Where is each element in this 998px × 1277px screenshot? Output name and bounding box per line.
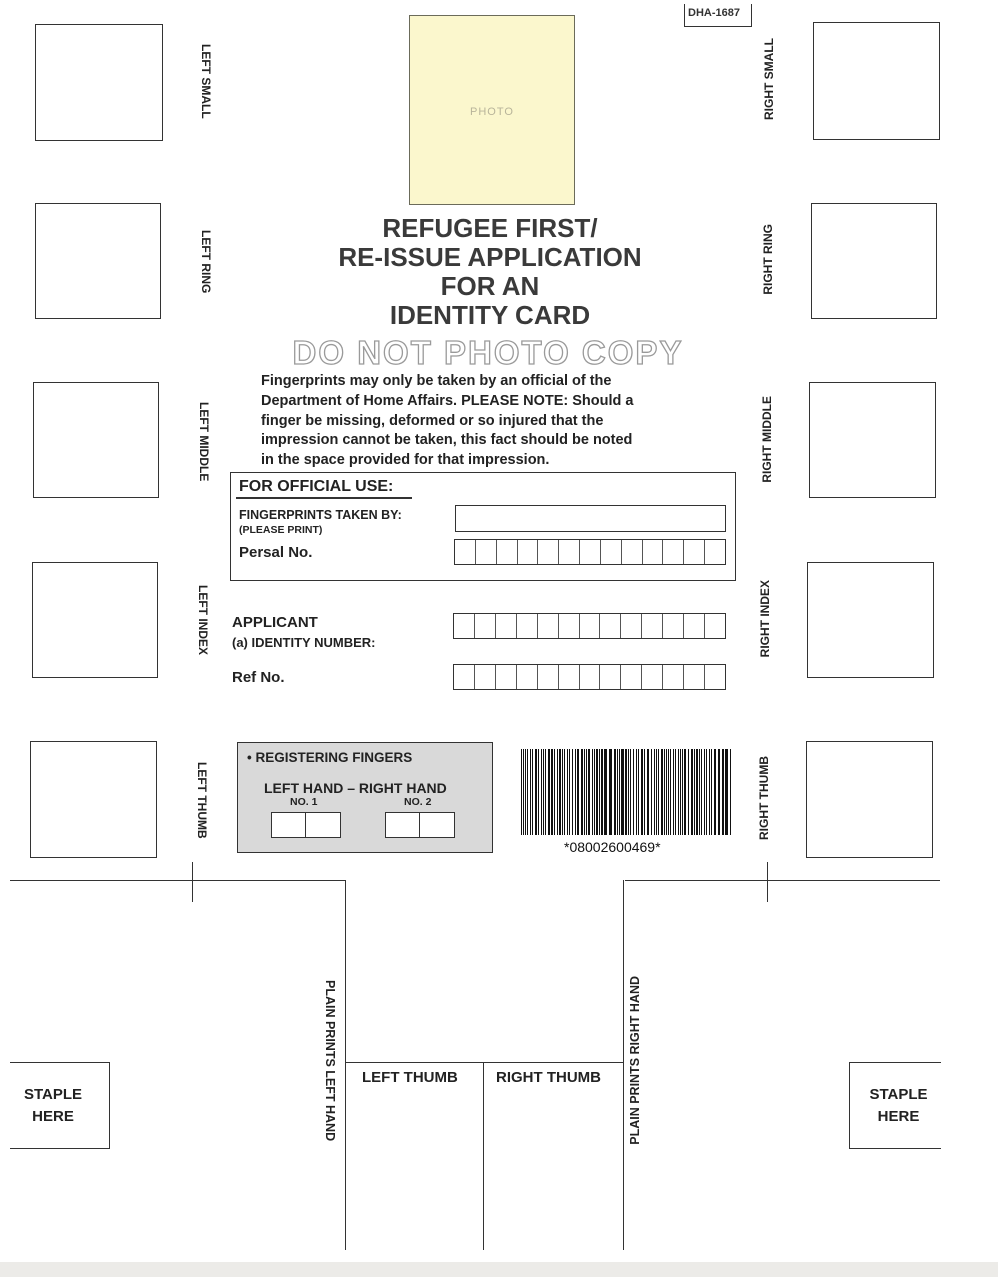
barcode-bar [521, 749, 522, 835]
barcode-bar [538, 749, 539, 835]
right-small-box[interactable] [813, 22, 940, 140]
barcode-bar [575, 749, 576, 835]
barcode-bar [523, 749, 524, 835]
left-thumb-box[interactable] [30, 741, 157, 858]
barcode-bar [666, 749, 667, 835]
barcode-bar [709, 749, 710, 835]
barcode-bar [722, 749, 724, 835]
barcode-bar [564, 749, 565, 835]
barcode-bar [658, 749, 659, 835]
barcode-bar [714, 749, 716, 835]
form-code: DHA-1687 [684, 4, 752, 27]
barcode-bar [617, 749, 618, 835]
right-ring-box[interactable] [811, 203, 937, 319]
notice-line: finger be missing, deformed or so injured that the [261, 412, 604, 429]
barcode-bar [718, 749, 720, 835]
barcode-bar [661, 749, 663, 835]
barcode-bar [694, 749, 695, 835]
barcode-bar [678, 749, 679, 835]
left-hand-register-field[interactable] [271, 812, 341, 838]
barcode-bar [588, 749, 590, 835]
title-line: RE-ISSUE APPLICATION [338, 242, 642, 272]
barcode-bar [628, 749, 629, 835]
barcode-bar [625, 749, 627, 835]
barcode-bar [630, 749, 631, 835]
barcode-bar [638, 749, 639, 835]
barcode-bar [704, 749, 705, 835]
left-middle-label: LEFT MIDDLE [197, 402, 211, 482]
barcode-bar [569, 749, 570, 835]
barcode-bar [621, 749, 624, 835]
staple-here-left: STAPLE HERE [10, 1062, 110, 1149]
barcode-bar [696, 749, 698, 835]
barcode-bar [656, 749, 657, 835]
plain-prints-right-hand-label: PLAIN PRINTS RIGHT HAND [628, 976, 642, 1145]
barcode-bar [684, 749, 686, 835]
right-index-label: RIGHT INDEX [758, 580, 772, 658]
title-line: REFUGEE FIRST/ [382, 213, 598, 243]
notice-line: in the space provided for that impression. [261, 452, 550, 469]
registering-heading: • REGISTERING FINGERS [247, 750, 413, 765]
barcode-bar [636, 749, 637, 835]
left-middle-box[interactable] [33, 382, 159, 498]
barcode-bar [641, 749, 643, 835]
barcode-bar [532, 749, 533, 835]
left-index-box[interactable] [32, 562, 158, 678]
barcode-bar [557, 749, 558, 835]
left-index-label: LEFT INDEX [196, 585, 210, 656]
barcode-bar [548, 749, 550, 835]
barcode-bar [609, 749, 612, 835]
plain-left-thumb-area[interactable] [346, 1088, 482, 1248]
hands-label: LEFT HAND – RIGHT HAND [264, 780, 447, 796]
left-ring-box[interactable] [35, 203, 161, 319]
barcode-bar [688, 749, 689, 835]
persal-number-field[interactable] [454, 539, 726, 565]
staple-here-right: STAPLE HERE [849, 1062, 941, 1149]
barcode-bar [619, 749, 620, 835]
barcode-bar [527, 749, 528, 835]
barcode-bar [592, 749, 593, 835]
barcode-bar [586, 749, 587, 835]
plain-right-thumb-label: RIGHT THUMB [496, 1069, 601, 1086]
barcode-bar [682, 749, 683, 835]
barcode-bar [633, 749, 634, 835]
right-thumb-box[interactable] [806, 741, 933, 858]
taken-by-field[interactable] [455, 505, 726, 532]
barcode-bar [535, 749, 537, 835]
barcode-bar [541, 749, 542, 835]
right-small-label: RIGHT SMALL [762, 38, 776, 120]
barcode-bar [614, 749, 616, 835]
barcode-bar [725, 749, 728, 835]
registering-fingers-panel [237, 742, 493, 853]
barcode-bar [551, 749, 553, 835]
barcode-number: *08002600469* [564, 839, 661, 855]
barcode-bar [670, 749, 671, 835]
barcode-bar [680, 749, 681, 835]
official-use-heading: FOR OFFICIAL USE: [239, 478, 394, 495]
barcode-bar [711, 749, 712, 835]
barcode-bar [545, 749, 546, 835]
barcode-bar [730, 749, 731, 835]
barcode-bar [604, 749, 607, 835]
barcode-bar [644, 749, 645, 835]
barcode-bar [673, 749, 674, 835]
do-not-copy-watermark: DO NOT PHOTO COPY [292, 334, 684, 371]
barcode-bar [599, 749, 600, 835]
barcode-bar [594, 749, 595, 835]
left-ring-label: LEFT RING [199, 230, 213, 294]
no2-label: NO. 2 [404, 796, 432, 808]
title-line: IDENTITY CARD [389, 300, 591, 330]
barcode-bar [691, 749, 693, 835]
barcode-bar [567, 749, 568, 835]
barcode-bar [530, 749, 531, 835]
barcode-bar [596, 749, 598, 835]
barcode-bar [651, 749, 652, 835]
barcode-bar [668, 749, 669, 835]
barcode-bar [577, 749, 579, 835]
barcode-bar [572, 749, 573, 835]
plain-right-thumb-area[interactable] [484, 1088, 622, 1248]
barcode-bar [675, 749, 676, 835]
notice-line: Fingerprints may only be taken by an official of the [261, 373, 612, 389]
right-index-box[interactable] [807, 562, 934, 678]
applicant-label: APPLICANT [232, 614, 318, 631]
barcode-bar [664, 749, 665, 835]
barcode-bar [559, 749, 561, 835]
barcode-bar [525, 749, 526, 835]
right-thumb-label: RIGHT THUMB [757, 756, 771, 840]
barcode-bar [581, 749, 583, 835]
identity-number-field[interactable] [453, 613, 726, 639]
barcode-bar [699, 749, 700, 835]
ref-number-field[interactable] [453, 664, 726, 690]
right-middle-label: RIGHT MIDDLE [760, 396, 774, 483]
taken-by-label: FINGERPRINTS TAKEN BY: [239, 508, 402, 522]
left-thumb-label: LEFT THUMB [195, 762, 209, 839]
left-small-box[interactable] [35, 24, 163, 141]
right-hand-register-field[interactable] [385, 812, 455, 838]
barcode-bar [647, 749, 649, 835]
notice-line: impression cannot be taken, this fact should be noted [261, 432, 633, 449]
identity-number-label: (a) IDENTITY NUMBER: [232, 635, 376, 650]
barcode-bar [554, 749, 555, 835]
fingerprint-notice [261, 372, 713, 471]
barcode [521, 749, 733, 835]
barcode-bar [701, 749, 702, 835]
barcode-bar [562, 749, 563, 835]
plain-left-thumb-label: LEFT THUMB [362, 1069, 458, 1086]
title-line: FOR AN [440, 271, 540, 301]
ref-no-label: Ref No. [232, 669, 285, 686]
please-print-label: (PLEASE PRINT) [239, 524, 323, 536]
barcode-bar [601, 749, 603, 835]
photo-area[interactable] [409, 15, 575, 205]
barcode-bar [543, 749, 544, 835]
left-small-label: LEFT SMALL [199, 44, 213, 119]
barcode-bar [584, 749, 585, 835]
photo-label: PHOTO [470, 106, 514, 118]
notice-line: Department of Home Affairs. PLEASE NOTE: Should a [261, 392, 634, 409]
plain-prints-left-hand-label: PLAIN PRINTS LEFT HAND [323, 980, 337, 1142]
form-title [250, 214, 730, 330]
right-ring-label: RIGHT RING [761, 224, 775, 295]
persal-label: Persal No. [239, 544, 313, 561]
scan-bottom-edge [0, 1262, 998, 1277]
barcode-bar [706, 749, 707, 835]
barcode-bar [654, 749, 655, 835]
no1-label: NO. 1 [290, 796, 318, 808]
right-middle-box[interactable] [809, 382, 936, 498]
